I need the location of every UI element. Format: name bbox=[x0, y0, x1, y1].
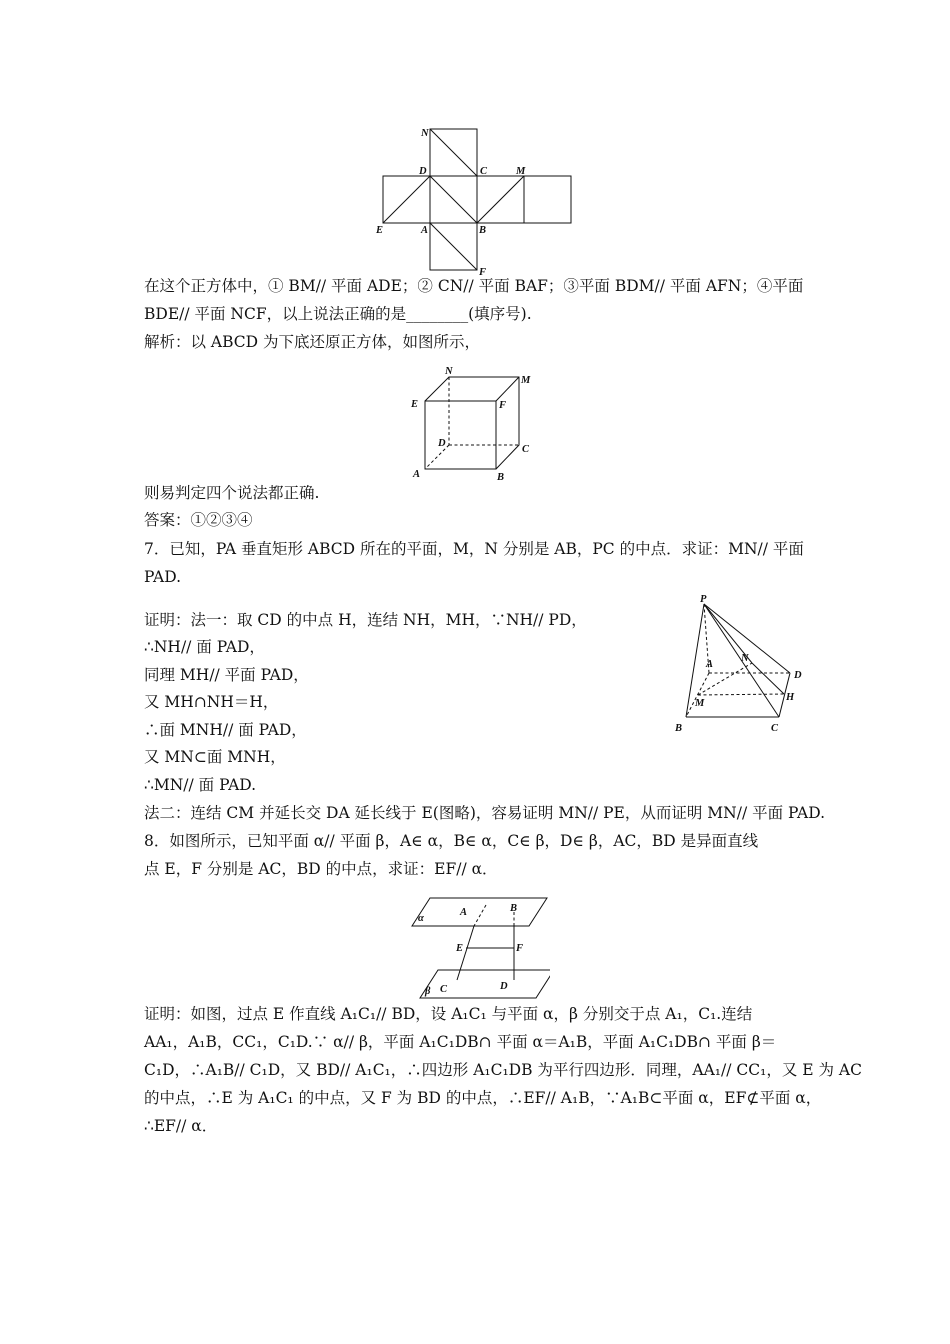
planes-label-f: F bbox=[516, 943, 524, 954]
text-line: ∴EF// α． bbox=[144, 1117, 218, 1135]
text-line: 证明：如图，过点 E 作直线 A₁C₁// BD，设 A₁C₁ 与平面 α，β 分别交于点 A₁，C₁.连结 bbox=[144, 1005, 753, 1023]
cube-label-b: B bbox=[497, 472, 505, 482]
cube-label-m: M bbox=[521, 375, 531, 386]
net-label-e: E bbox=[376, 225, 384, 236]
net-label-b: B bbox=[479, 225, 487, 236]
text-line: BDE// 平面 NCF，以上说法正确的是________(填序号). bbox=[144, 305, 532, 323]
cube-label-f: F bbox=[499, 400, 507, 411]
net-label-n: N bbox=[421, 128, 429, 139]
text-line: 解析：以 ABCD 为下底还原正方体，如图所示， bbox=[144, 333, 481, 351]
net-label-f: F bbox=[479, 267, 487, 276]
cube-label-c: C bbox=[522, 444, 530, 455]
text-line: 8．如图所示，已知平面 α// 平面 β，A∈ α，B∈ α，C∈ β，D∈ β，AC，BD 是异面直线 bbox=[144, 832, 759, 850]
text-line: AA₁，A₁B，CC₁，C₁D.∵ α// β，平面 A₁C₁DB∩ 平面 α＝A₁B，平面 A₁C₁DB∩ 平面 β＝ bbox=[144, 1033, 777, 1051]
net-label-c: C bbox=[480, 166, 488, 177]
planes-label-alpha: α bbox=[418, 913, 424, 924]
pyramid-label-b: B bbox=[675, 723, 683, 734]
planes-label-a: A bbox=[460, 907, 468, 918]
cube-label-n: N bbox=[445, 366, 453, 377]
text-line: ∴MN// 面 PAD. bbox=[144, 776, 257, 794]
text-line: C₁D，∴A₁B// C₁D，又 BD// A₁C₁，∴四边形 A₁C₁DB 为平行四边形．同理，AA₁// CC₁，又 E 为 AC bbox=[144, 1061, 862, 1079]
text-line: 又 MN⊂面 MNH， bbox=[144, 748, 286, 766]
text-line: 又 MH∩NH＝H， bbox=[144, 693, 279, 711]
pyramid-label-n: N bbox=[741, 653, 749, 664]
cube-label-e: E bbox=[411, 399, 419, 410]
text-line: PAD. bbox=[144, 568, 182, 586]
planes-label-b: B bbox=[510, 903, 518, 914]
pyramid-label-c: C bbox=[771, 723, 779, 734]
text-line: 同理 MH// 平面 PAD， bbox=[144, 666, 309, 684]
text-line: 证明：法一：取 CD 的中点 H，连结 NH，MH，∵NH// PD， bbox=[144, 611, 587, 629]
cube-label-a: A bbox=[413, 469, 421, 480]
cube-figure bbox=[406, 362, 538, 482]
text-line: 7．已知，PA 垂直矩形 ABCD 所在的平面，M，N 分别是 AB，PC 的中点．求证：MN// 平面 bbox=[144, 540, 804, 558]
net-label-m: M bbox=[516, 166, 526, 177]
parallel-planes-figure bbox=[410, 893, 550, 1003]
text-line: ∴面 MNH// 面 PAD， bbox=[144, 721, 307, 739]
pyramid-figure bbox=[668, 592, 814, 738]
pyramid-label-m: M bbox=[695, 698, 705, 709]
planes-label-c: C bbox=[440, 984, 448, 995]
pyramid-label-d: D bbox=[794, 670, 802, 681]
text-line: 答案：①②③④ bbox=[144, 511, 253, 529]
pyramid-label-h: H bbox=[786, 692, 795, 703]
text-line: 在这个正方体中，① BM// 平面 ADE；② CN// 平面 BAF；③平面 BDM// 平面 AFN；④平面 bbox=[144, 277, 804, 295]
net-label-d: D bbox=[419, 166, 427, 177]
net-label-a: A bbox=[421, 225, 429, 236]
pyramid-label-p: P bbox=[700, 594, 707, 605]
planes-label-d: D bbox=[500, 981, 508, 992]
planes-label-beta: β bbox=[425, 986, 431, 997]
cube-net-figure bbox=[372, 124, 578, 276]
text-line: 的中点，∴E 为 A₁C₁ 的中点，又 F 为 BD 的中点，∴EF// A₁B，∵A₁B⊂平面 α，EF⊄平面 α， bbox=[144, 1089, 822, 1107]
text-line: ∴NH// 面 PAD， bbox=[144, 638, 265, 656]
planes-label-e: E bbox=[456, 943, 464, 954]
text-line: 点 E，F 分别是 AC，BD 的中点，求证：EF// α． bbox=[144, 860, 498, 878]
cube-label-d: D bbox=[438, 438, 446, 449]
text-line: 法二：连结 CM 并延长交 DA 延长线于 E(图略)，容易证明 MN// PE，从而证明 MN// 平面 PAD. bbox=[144, 804, 826, 822]
pyramid-label-a: A bbox=[706, 659, 714, 670]
text-line: 则易判定四个说法都正确. bbox=[144, 484, 320, 502]
